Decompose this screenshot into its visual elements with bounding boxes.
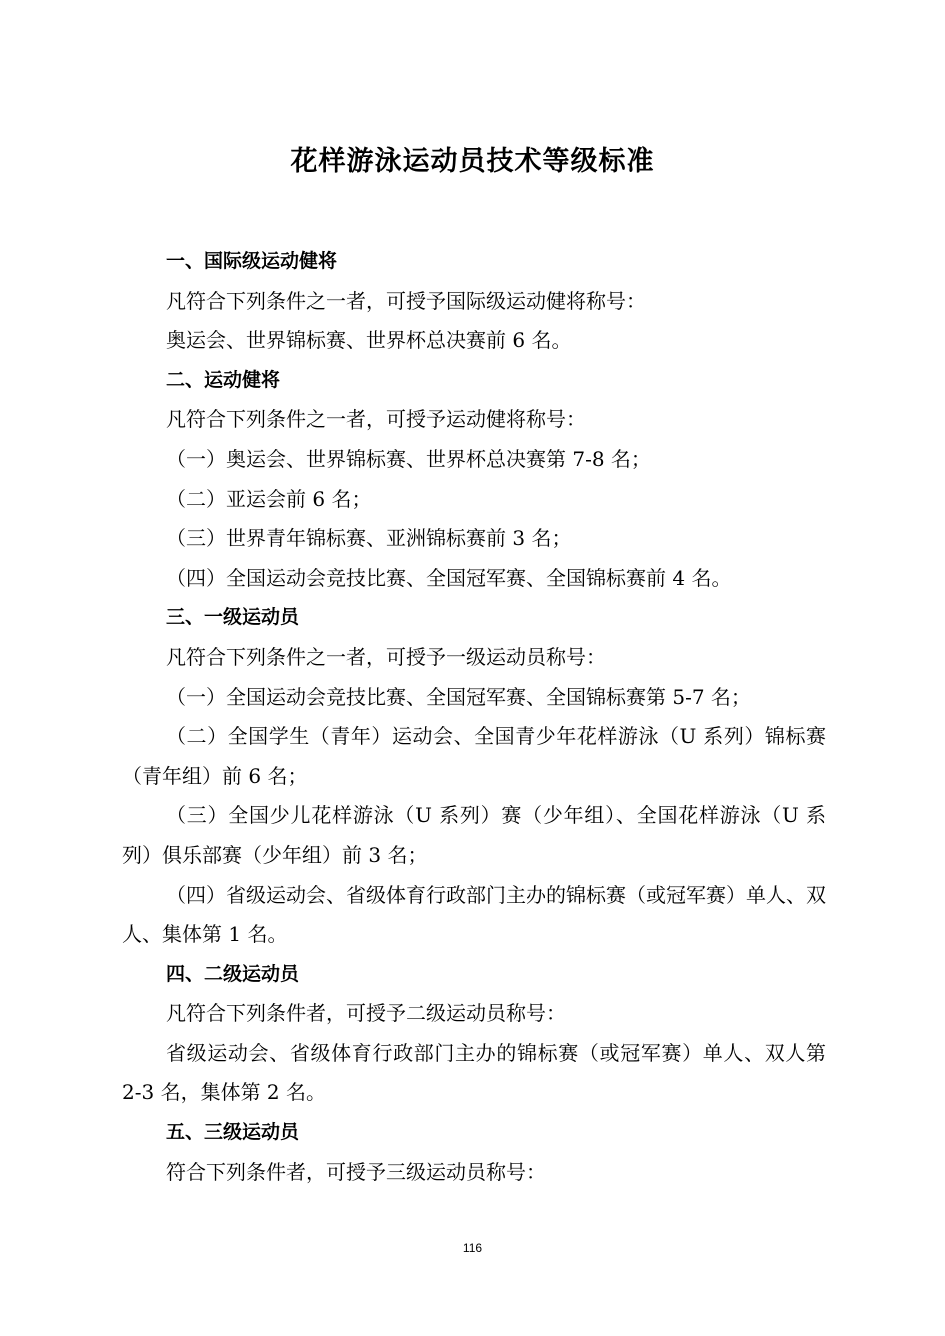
list-item: （二）亚运会前 6 名； [166, 486, 372, 511]
section-heading-third-class: 五、三级运动员 [166, 1121, 300, 1144]
section-heading-first-class: 三、一级运动员 [166, 606, 300, 629]
paragraph: 凡符合下列条件之一者，可授予一级运动员称号： [166, 644, 606, 669]
section-heading-master: 二、运动健将 [166, 368, 281, 391]
paragraph: 省级运动会、省级体育行政部门主办的锦标赛（或冠军赛）单人、双人第 2-3 名，集体第 2 名。 [122, 1040, 826, 1105]
list-item: （一）全国运动会竞技比赛、全国冠军赛、全国锦标赛第 5-7 名； [166, 684, 751, 709]
list-item: （三）世界青年锦标赛、亚洲锦标赛前 3 名； [166, 526, 572, 551]
paragraph: 凡符合下列条件者，可授予二级运动员称号： [166, 1001, 566, 1026]
paragraph: 凡符合下列条件之一者，可授予运动健将称号： [166, 407, 586, 432]
section-heading-international-master: 一、国际级运动健将 [166, 250, 338, 272]
list-item: （四）省级运动会、省级体育行政部门主办的锦标赛（或冠军赛）单人、双人、集体第 1 名。 [122, 882, 826, 947]
list-item: （一）奥运会、世界锦标赛、世界杯总决赛第 7-8 名； [166, 446, 651, 471]
paragraph: 符合下列条件者，可授予三级运动员称号： [166, 1159, 546, 1184]
page-number: 116 [462, 1241, 483, 1255]
page-title: 花样游泳运动员技术等级标准 [290, 146, 655, 177]
list-item: （四）全国运动会竞技比赛、全国冠军赛、全国锦标赛前 4 名。 [166, 565, 732, 590]
paragraph: 凡符合下列条件之一者，可授予国际级运动健将称号： [166, 288, 646, 313]
list-item: （三）全国少儿花样游泳（U 系列）赛（少年组）、全国花样游泳（U 系列）俱乐部赛（少年组）前 3 名； [122, 803, 826, 867]
section-heading-second-class: 四、二级运动员 [166, 962, 300, 985]
paragraph: 奥运会、世界锦标赛、世界杯总决赛前 6 名。 [166, 328, 572, 353]
document-body [122, 242, 826, 1192]
list-item: （二）全国学生（青年）运动会、全国青少年花样游泳（U 系列）锦标赛（青年组）前 6 名； [122, 724, 826, 788]
